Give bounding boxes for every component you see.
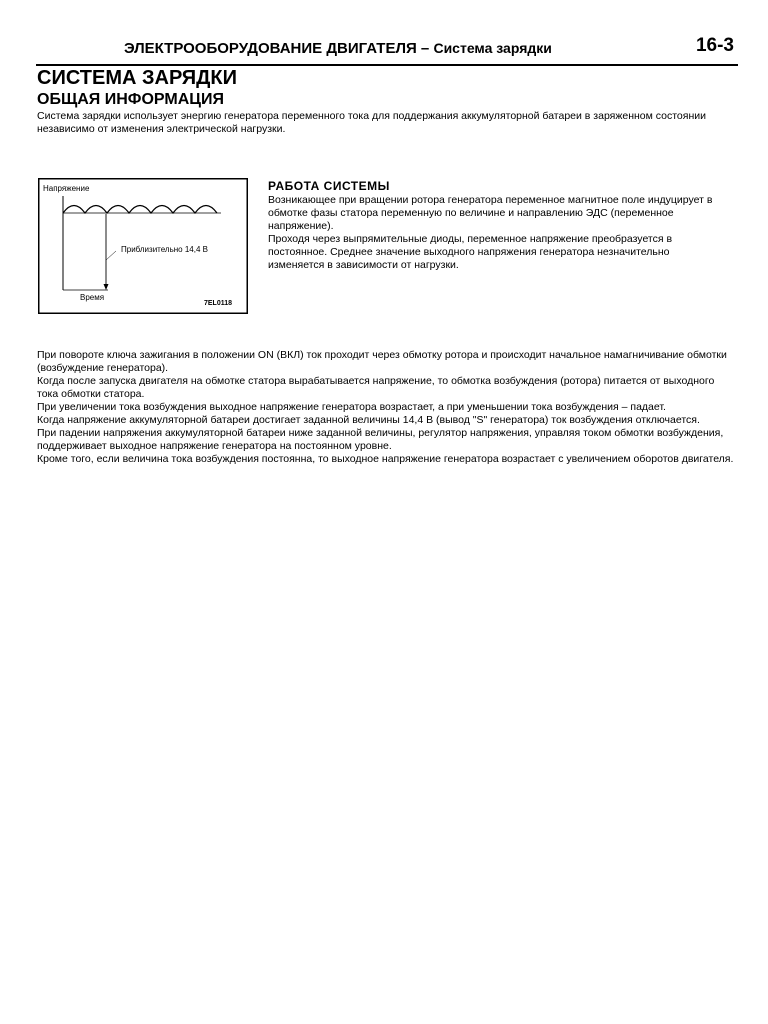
page-number: 16-3	[695, 35, 734, 56]
leader-line	[106, 251, 116, 260]
voltage-pointer-arrowhead	[104, 284, 109, 290]
page-header	[36, 36, 738, 66]
operation-paragraph: Возникающее при вращении ротора генератора переменное магнитное поле индуцирует в обмотке фазы статора переменную по величине и направлению ЭДС (переменное напряжение). Проходя через выпрямительные диоды, переменное напряжение преобразуется в постоянное. Среднее значение выходного напряжения генератора незначительно изменяется в зависимости от нагрузки.	[268, 194, 713, 271]
approx-voltage-label: Приблизительно 14,4 В	[121, 245, 208, 254]
header-section: ЭЛЕКТРООБОРУДОВАНИЕ ДВИГАТЕЛЯ	[124, 40, 417, 57]
ripple-waveform	[63, 206, 217, 214]
body-paragraph: При падении напряжения аккумуляторной батареи ниже заданной величины, регулятор напряжения, управляя током обмотки возбуждения, поддерживает выходное напряжение генератора на постоянном уровне.	[37, 427, 724, 452]
intro-paragraph: Система зарядки использует энергию генератора переменного тока для поддержания аккумуляторной батареи в заряженном состоянии независимо от изменения электрической нагрузки.	[37, 110, 706, 135]
section-heading: ОБЩАЯ ИНФОРМАЦИЯ	[37, 91, 224, 108]
page-title: СИСТЕМА ЗАРЯДКИ	[37, 67, 237, 89]
body-paragraph: Кроме того, если величина тока возбуждения постоянна, то выходное напряжение генератора возрастает с увеличением оборотов двигателя.	[37, 453, 734, 465]
time-label: Время	[80, 293, 105, 302]
header-title	[124, 40, 552, 58]
voltage-figure	[38, 178, 248, 314]
operation-heading: РАБОТА СИСТЕМЫ	[268, 179, 390, 193]
figure-code: 7EL0118	[204, 300, 233, 307]
voltage-label: Напряжение	[43, 184, 90, 193]
body-paragraph: При повороте ключа зажигания в положении ON (ВКЛ) ток проходит через обмотку ротора и происходит начальное намагничивание обмотки (возбуждение генератора).	[37, 349, 727, 374]
body-paragraph: При увеличении тока возбуждения выходное напряжение генератора возрастает, а при уменьшении тока возбуждения – падает.	[37, 401, 666, 413]
header-dash: –	[416, 40, 434, 57]
body-paragraph: Когда после запуска двигателя на обмотке статора вырабатывается напряжение, то обмотка возбуждения (ротора) питается от выходного тока обмотки статора.	[37, 375, 715, 400]
body-text	[37, 349, 737, 466]
body-paragraph: Когда напряжение аккумуляторной батареи достигает заданной величины 14,4 В (вывод "S" генератора) ток возбуждения отключается.	[37, 414, 700, 426]
header-subsection: Система зарядки	[433, 40, 552, 56]
